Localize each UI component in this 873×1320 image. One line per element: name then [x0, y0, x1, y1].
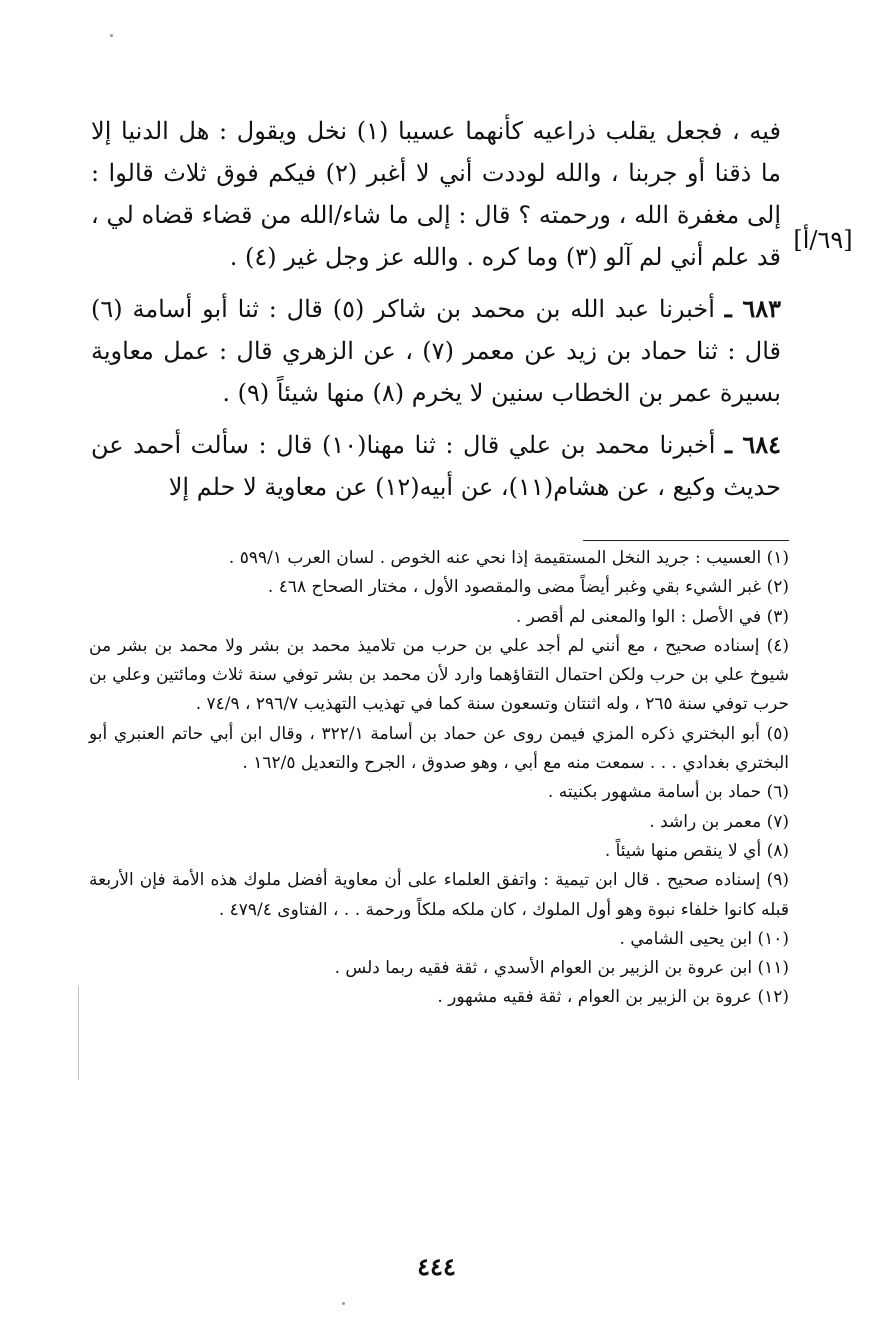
hadith-number: ٦٨٣ ـ — [724, 294, 781, 323]
main-text — [91, 110, 781, 518]
footnote-divider — [583, 540, 789, 541]
paragraph-continuation — [91, 110, 781, 278]
footnote-2: (٢) غبر الشيء بقي وغبر أيضاً مضى والمقصود الأول ، مختار الصحاح ٤٦٨ . — [267, 577, 789, 598]
hadith-number: ٦٨٤ ـ — [725, 430, 781, 459]
paragraph-text: أخبرنا عبد الله بن محمد بن شاكر (٥) قال : ثنا أبو أسامة (٦) قال : ثنا حماد بن زيد عن معمر (٧) ، عن الزهري قال : عمل معاوية بسيرة عمر بن الخطاب سنين لا يخرم (٨) منها شيئاً (٩) . — [91, 295, 781, 407]
scan-speck — [110, 34, 113, 37]
footnote-12: (١٢) عروة بن الزبير بن العوام ، ثقة فقيه مشهور . — [437, 987, 789, 1008]
footnote-8: (٨) أي لا ينقص منها شيئاً . — [604, 840, 789, 861]
hadith-683 — [91, 288, 781, 414]
footnotes — [89, 544, 789, 1013]
hadith-684 — [91, 424, 781, 508]
footnote-6: (٦) حماد بن أسامة مشهور بكنيته . — [547, 782, 789, 803]
footnote-5: (٥) أبو البختري ذكره المزي فيمن روى عن حماد بن أسامة ٣٢٢/١ ، وقال ابن أبي حاتم العنبري أبو البختري بغدادي . . . سمعت منه مع أبي ، وهو صدوق ، الجرح والتعديل ١٦٢/٥ . — [89, 723, 789, 774]
scan-speck — [342, 1302, 345, 1305]
paragraph-text: فيه ، فجعل يقلب ذراعيه كأنهما عسيبا (١) نخل ويقول : هل الدنيا إلا ما ذقنا أو جربنا ، والله لوددت أني لا أغبر (٢) فيكم فوق ثلاث قالوا : إلى مغفرة الله ، ورحمته ؟ قال : إلى ما شاء/الله من قضاء قضاه لي ، قد علم أني لم آلو (٣) وما كره . والله عز وجل غير (٤) . — [91, 117, 781, 271]
footnote-9: (٩) إسناده صحيح . قال ابن تيمية : واتفق العلماء على أن معاوية أفضل ملوك هذه الأمة فإن الأربعة قبله كانوا خلفاء نبوة وهو أول الملوك ، كان ملكه ملكاً ورحمة . . ، الفتاوى ٤٧٩/٤ . — [89, 870, 789, 920]
scan-artifact-line — [78, 985, 79, 1080]
manuscript-folio-marker: [٦٩/أ] — [793, 226, 853, 254]
paragraph-text: أخبرنا محمد بن علي قال : ثنا مهنا(١٠) قال : سألت أحمد عن حديث وكيع ، عن هشام(١١)، عن أبيه(١٢) عن معاوية لا حلم إلا — [91, 431, 781, 501]
footnote-7: (٧) معمر بن راشد . — [649, 811, 789, 832]
footnote-4: (٤) إسناده صحيح ، مع أنني لم أجد علي بن حرب من تلاميذ محمد بن بشر ولا محمد بن بشر من شيوخ علي بن حرب ولكن احتمال التقاؤهما وارد لأن محمد بن بشر توفي سنة ثلاث ومائتين وعلي بن حرب توفي سنة ٢٦٥ ، وله اثنتان وتسعون سنة كما في تهذيب التهذيب ٢٩٦/٧ ، ٧٤/٩ . — [89, 635, 789, 715]
footnote-11: (١١) ابن عروة بن الزبير بن العوام الأسدي ، ثقة فقيه ربما دلس . — [334, 958, 789, 979]
footnote-1: (١) العسيب : جريد النخل المستقيمة إذا نحي عنه الخوص . لسان العرب ٥٩٩/١ . — [228, 548, 789, 568]
footnote-3: (٣) في الأصل : الوا والمعنى لم أقصر . — [515, 606, 789, 627]
footnote-10: (١٠) ابن يحيى الشامي . — [619, 928, 789, 949]
page-number: ٤٤٤ — [417, 1252, 456, 1281]
